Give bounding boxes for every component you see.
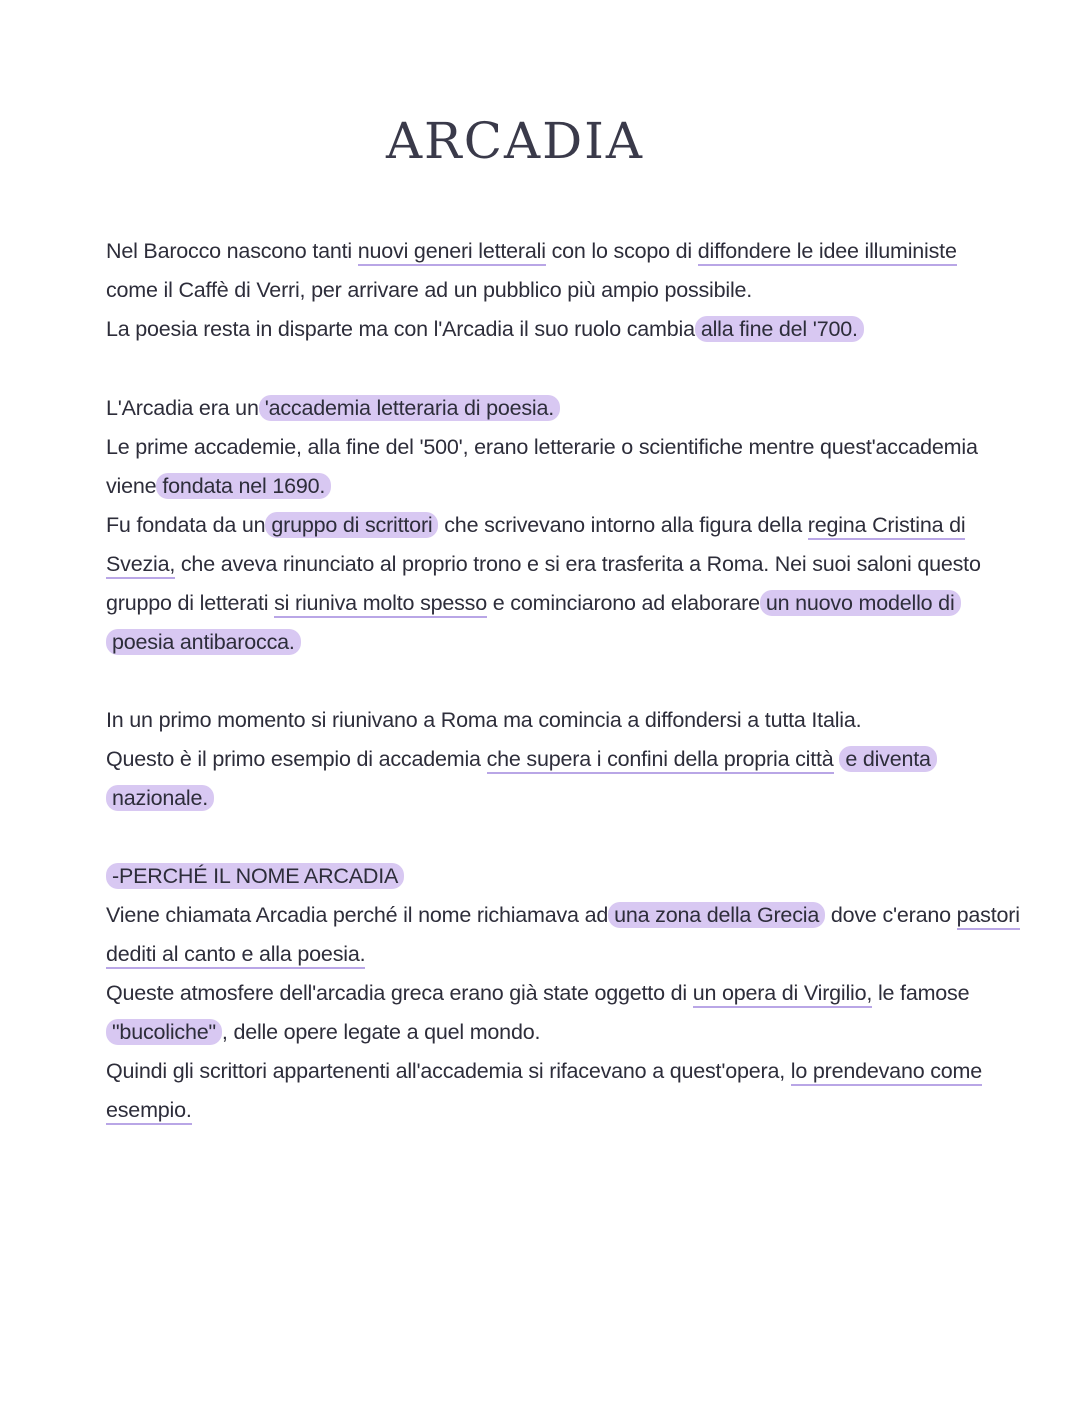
- page-title: ARCADIA: [385, 112, 645, 170]
- highlighted-text: 'accademia letteraria di poesia.: [259, 395, 560, 421]
- text-run: con lo scopo di: [545, 239, 698, 263]
- paragraph-line: [106, 471, 331, 501]
- text-run: Nel Barocco nascono tanti: [106, 239, 358, 263]
- text-run: viene: [106, 474, 157, 498]
- text-run: Quindi gli scrittori appartenenti all'accademia si rifacevano a quest'opera,: [106, 1059, 791, 1083]
- paragraph-line: [106, 1095, 192, 1125]
- text-run: come il Caffè di Verri, per arrivare ad un pubblico più ampio possibile.: [106, 278, 753, 302]
- paragraph-line: [106, 627, 301, 657]
- paragraph-line: [106, 275, 752, 305]
- highlighted-text: una zona della Grecia: [608, 902, 825, 928]
- paragraph-line: [106, 588, 961, 618]
- text-run: Le prime accademie, alla fine del '500', erano letterarie o scientifiche mentre quest'accademia: [106, 435, 978, 459]
- text-run: Questo è il primo esempio di accademia: [106, 747, 487, 771]
- text-run: dove c'erano: [825, 903, 957, 927]
- text-run: L'Arcadia era un: [106, 396, 259, 420]
- text-run: Queste atmosfere dell'arcadia greca erano già state oggetto di: [106, 981, 693, 1005]
- underlined-text: che supera i confini della propria città: [487, 747, 834, 774]
- paragraph-line: [106, 1056, 982, 1086]
- highlighted-text: un nuovo modello di: [760, 590, 961, 616]
- text-run: La poesia resta in disparte ma con l'Arcadia il suo ruolo cambia: [106, 317, 695, 341]
- underlined-text: dediti al canto e alla poesia.: [106, 942, 365, 969]
- text-run: che aveva rinunciato al proprio trono e si era trasferita a Roma. Nei suoi saloni questo: [175, 552, 981, 576]
- paragraph-line: [106, 744, 937, 774]
- section-heading: [106, 861, 404, 891]
- text-run: Fu fondata da un: [106, 513, 266, 537]
- highlighted-text: -PERCHÉ IL NOME ARCADIA: [106, 863, 404, 889]
- text-run: In un primo momento si riunivano a Roma ma comincia a diffondersi a tutta Italia.: [106, 708, 862, 732]
- paragraph-line: [106, 393, 560, 423]
- underlined-text: pastori: [957, 903, 1020, 930]
- highlighted-text: gruppo di scrittori: [265, 512, 438, 538]
- underlined-text: lo prendevano come: [791, 1059, 982, 1086]
- paragraph-line: [106, 510, 965, 540]
- paragraph-line: [106, 705, 861, 735]
- underlined-text: esempio.: [106, 1098, 192, 1125]
- text-run: Viene chiamata Arcadia perché il nome richiamava ad: [106, 903, 609, 927]
- underlined-text: regina Cristina di: [808, 513, 966, 540]
- underlined-text: diffondere le idee illuministe: [698, 239, 957, 266]
- text-run: e cominciarono ad elaborare: [487, 591, 760, 615]
- paragraph-line: [106, 978, 969, 1008]
- paragraph-line: [106, 432, 978, 462]
- paragraph-line: [106, 783, 214, 813]
- paragraph-line: [106, 549, 981, 579]
- paragraph-line: [106, 314, 864, 344]
- text-run: , delle opere legate a quel mondo.: [221, 1020, 541, 1044]
- paragraph-line: [106, 1017, 540, 1047]
- highlighted-text: "bucoliche": [106, 1019, 222, 1045]
- underlined-text: un opera di Virgilio,: [693, 981, 872, 1008]
- text-run: gruppo di letterati: [106, 591, 275, 615]
- paragraph-line: [106, 900, 1020, 930]
- highlighted-text: fondata nel 1690.: [156, 473, 331, 499]
- paragraph-line: [106, 939, 365, 969]
- underlined-text: si riuniva molto spesso: [274, 591, 487, 618]
- highlighted-text: nazionale.: [106, 785, 214, 811]
- text-run: le famose: [872, 981, 970, 1005]
- highlighted-text: alla fine del '700.: [695, 316, 864, 342]
- underlined-text: nuovi generi letterali: [358, 239, 546, 266]
- underlined-text: Svezia,: [106, 552, 175, 579]
- highlighted-text: e diventa: [839, 746, 936, 772]
- text-run: che scrivevano intorno alla figura della: [438, 513, 808, 537]
- highlighted-text: poesia antibarocca.: [106, 629, 301, 655]
- paragraph-line: [106, 236, 957, 266]
